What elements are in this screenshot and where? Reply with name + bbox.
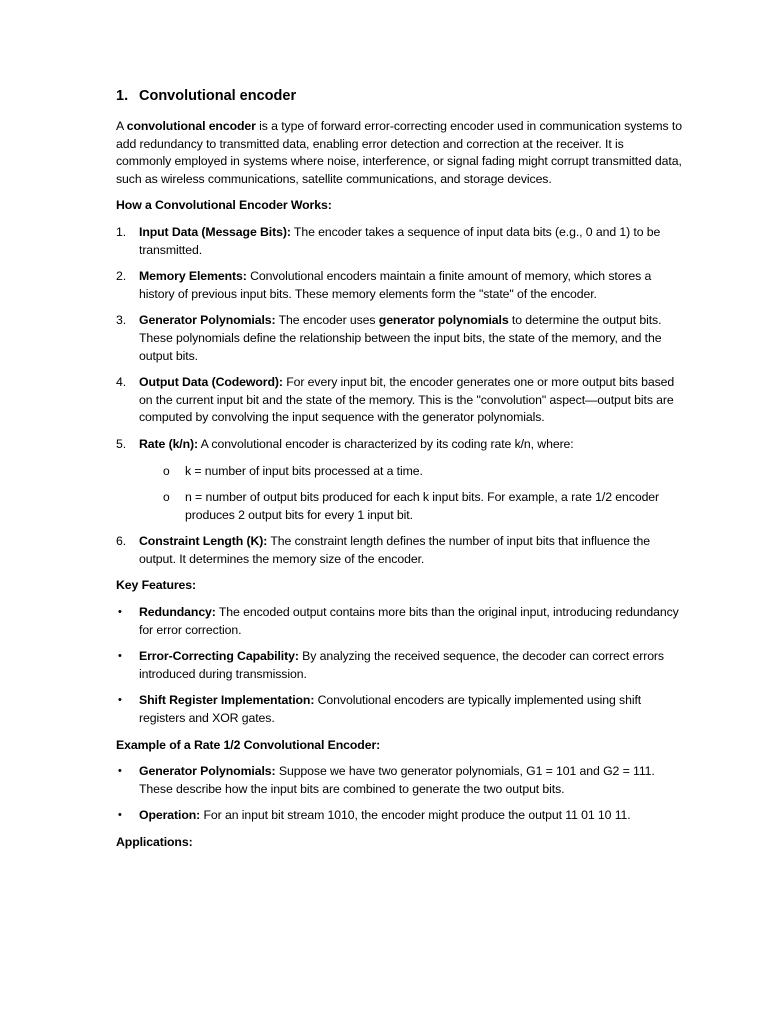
list-item: [116, 374, 682, 427]
item-term: Operation:: [139, 808, 201, 823]
list-item: [116, 533, 682, 568]
sub-list: [139, 463, 682, 525]
list-item: [116, 268, 682, 303]
item-term: Generator Polynomials:: [139, 764, 276, 779]
item-text: The encoder takes a sequence of input data bits (e.g., 0 and 1) to be transmitted.: [139, 224, 661, 257]
list-number: 6.: [116, 534, 127, 549]
list-item: [116, 312, 682, 365]
list-number: 1.: [116, 224, 127, 239]
bullet-icon: •: [118, 765, 122, 778]
bullet-icon: •: [118, 606, 122, 619]
item-term: Rate (k/n):: [139, 436, 199, 451]
item-text: A convolutional encoder is characterized by its coding rate k/n, where:: [198, 436, 574, 451]
section-title: Convolutional encoder: [139, 88, 297, 104]
section-number: 1.: [116, 88, 129, 104]
sub-item-text: n = number of output bits produced for each k input bits. For example, a rate 1/2 encoder produces 2 output bits for every 1 input bit.: [185, 490, 660, 522]
sub-list-item: [139, 489, 682, 524]
bullet-icon: •: [118, 694, 122, 707]
item-term: Constraint Length (K):: [139, 534, 268, 549]
bullet-icon: •: [118, 809, 122, 822]
features-list: [116, 604, 682, 728]
list-number: 3.: [116, 313, 127, 328]
item-term: Memory Elements:: [139, 269, 247, 284]
item-term: Output Data (Codeword):: [139, 375, 283, 390]
item-text: Suppose we have two generator polynomials, G1 = 101 and G2 = 111. These describe how the input bits are combined to generate the two output bits.: [139, 764, 655, 796]
list-item: [116, 807, 682, 825]
example-heading: Example of a Rate 1/2 Convolutional Encoder:: [116, 737, 381, 752]
item-text: The encoder uses: [275, 313, 379, 328]
list-item: [116, 604, 682, 639]
circle-bullet-icon: o: [163, 463, 170, 478]
item-text: The constraint length defines the number of input bits that influence the output. It determines the memory size of the encoder.: [139, 534, 650, 566]
item-term: Input Data (Message Bits):: [139, 224, 291, 239]
features-heading: Key Features:: [116, 578, 197, 593]
intro-paragraph: [116, 118, 682, 188]
intro-text-pre: A: [116, 119, 127, 133]
item-text: to determine the output bits. These polynomials define the relationship between the input bits, the state of the memory, and the output bits.: [139, 313, 662, 363]
item-text: Convolutional encoders are typically implemented using shift registers and XOR gates.: [139, 693, 642, 726]
item-text: By analyzing the received sequence, the decoder can correct errors introduced during transmission.: [139, 649, 664, 681]
how-heading: How a Convolutional Encoder Works:: [116, 198, 332, 213]
item-term: Error-Correcting Capability:: [139, 649, 299, 664]
list-item: [116, 436, 682, 524]
document-body: [116, 86, 682, 861]
item-term: Redundancy:: [139, 605, 216, 620]
item-text: For every input bit, the encoder generates one or more output bits based on the current input bit and the state of the memory. This is the "convolution" aspect—output bits are computed by convolving the input sequence with the generator polynomials.: [139, 375, 675, 425]
example-list: [116, 763, 682, 825]
sub-item-text: k = number of input bits processed at a time.: [185, 463, 423, 478]
item-text: Convolutional encoders maintain a finite amount of memory, which stores a history of previous input bits. These memory elements form the "state" of the encoder.: [139, 269, 652, 301]
list-number: 4.: [116, 375, 127, 390]
list-item: [116, 692, 682, 727]
list-number: 2.: [116, 269, 127, 284]
intro-bold-term: convolutional encoder: [126, 119, 256, 133]
item-bold-term: generator polynomials: [378, 313, 509, 328]
list-item: [116, 224, 682, 259]
applications-heading: Applications:: [116, 835, 193, 849]
item-text: For an input bit stream 1010, the encoder might produce the output 11 01 10 11.: [200, 808, 631, 823]
list-item: [116, 648, 682, 683]
bullet-icon: •: [118, 650, 122, 663]
circle-bullet-icon: o: [163, 490, 170, 505]
list-number: 5.: [116, 436, 127, 451]
item-term: Shift Register Implementation:: [139, 693, 315, 708]
list-item: [116, 763, 682, 798]
item-term: Generator Polynomials:: [139, 313, 276, 328]
sub-list-item: [139, 463, 682, 481]
intro-text-post: is a type of forward error-correcting encoder used in communication systems to add redundancy to transmitted data, enabling error detection and correction at the receiver. It is commonly employed in systems where noise, interference, or signal fading might corrupt transmitted data, such as wireless communications, satellite communications, and storage devices.: [116, 119, 682, 186]
item-text: The encoded output contains more bits than the original input, introducing redundancy for error correction.: [139, 605, 679, 637]
section-heading: [116, 86, 682, 106]
how-list: [116, 224, 682, 569]
